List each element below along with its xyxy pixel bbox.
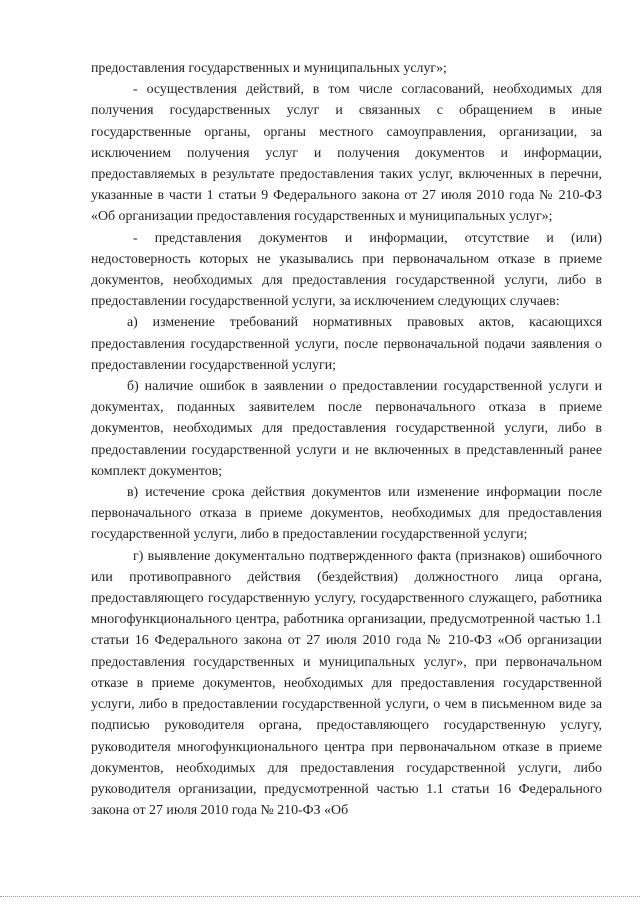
scan-edge-divider [0,896,640,897]
paragraph-case-b: б) наличие ошибок в заявлении о предоставлении государственной услуги и документах, поданных заявителем после первоначального отказа в приеме документов, необходимых для предоставления государственной услуги, либо в предоставлении государственной услуги и не включенных в представленный ранее комплект документов; [91,379,602,479]
document-body [91,58,602,821]
paragraph-documents-information: - представления документов и информации, отсутствие и (или) недостоверность которых не указывались при первоначальном отказе в приеме документов, необходимых для предоставления государственной услуги, либо в предоставлении государственной услуги, за исключением следующих случаев: [91,230,602,310]
paragraph-continuation: предоставления государственных и муниципальных услуг»; [91,61,447,76]
paragraph-case-a: а) изменение требований нормативных правовых актов, касающихся предоставления государственной услуги, после первоначальной подачи заявления о предоставлении государственной услуги; [91,315,602,373]
paragraph-case-g: г) выявление документально подтвержденного факта (признаков) ошибочного или противоправного действия (бездействия) должностного лица органа, предоставляющего государственную услугу, государственного служащего, работника многофункционального центра, работника организации, предусмотренной частью 1.1 статьи 16 Федерального закона от 27 июля 2010 года № 210-ФЗ «Об организации предоставления государственных и муниципальных услуг», при первоначальном отказе в приеме документов, необходимых для предоставления государственной услуги, либо в предоставлении государственной услуги, о чем в письменном виде за подписью руководителя органа, предоставляющего государственную услугу, руководителя многофункционального центра при первоначальном отказе в приеме документов, необходимых для предоставления государственной услуги, либо руководителя организации, предусмотренной частью 1.1 статьи 16 Федерального закона от 27 июля 2010 года № 210-ФЗ «Об [91,548,602,819]
paragraph-case-v: в) истечение срока действия документов или изменение информации после первоначального отказа в приеме документов, необходимых для предоставления государственной услуги, либо в предоставлении государственной услуги; [91,485,602,543]
paragraph-actions-approvals: - осуществления действий, в том числе согласований, необходимых для получения государственных услуг и связанных с обращением в иные государственные органы, органы местного самоуправления, организации, за исключением получения услуг и получения документов и информации, предоставляемых в результате предоставления таких услуг, включенных в перечни, указанные в части 1 статьи 9 Федерального закона от 27 июля 2010 года № 210-ФЗ «Об организации предоставления государственных и муниципальных услуг»; [91,82,602,225]
